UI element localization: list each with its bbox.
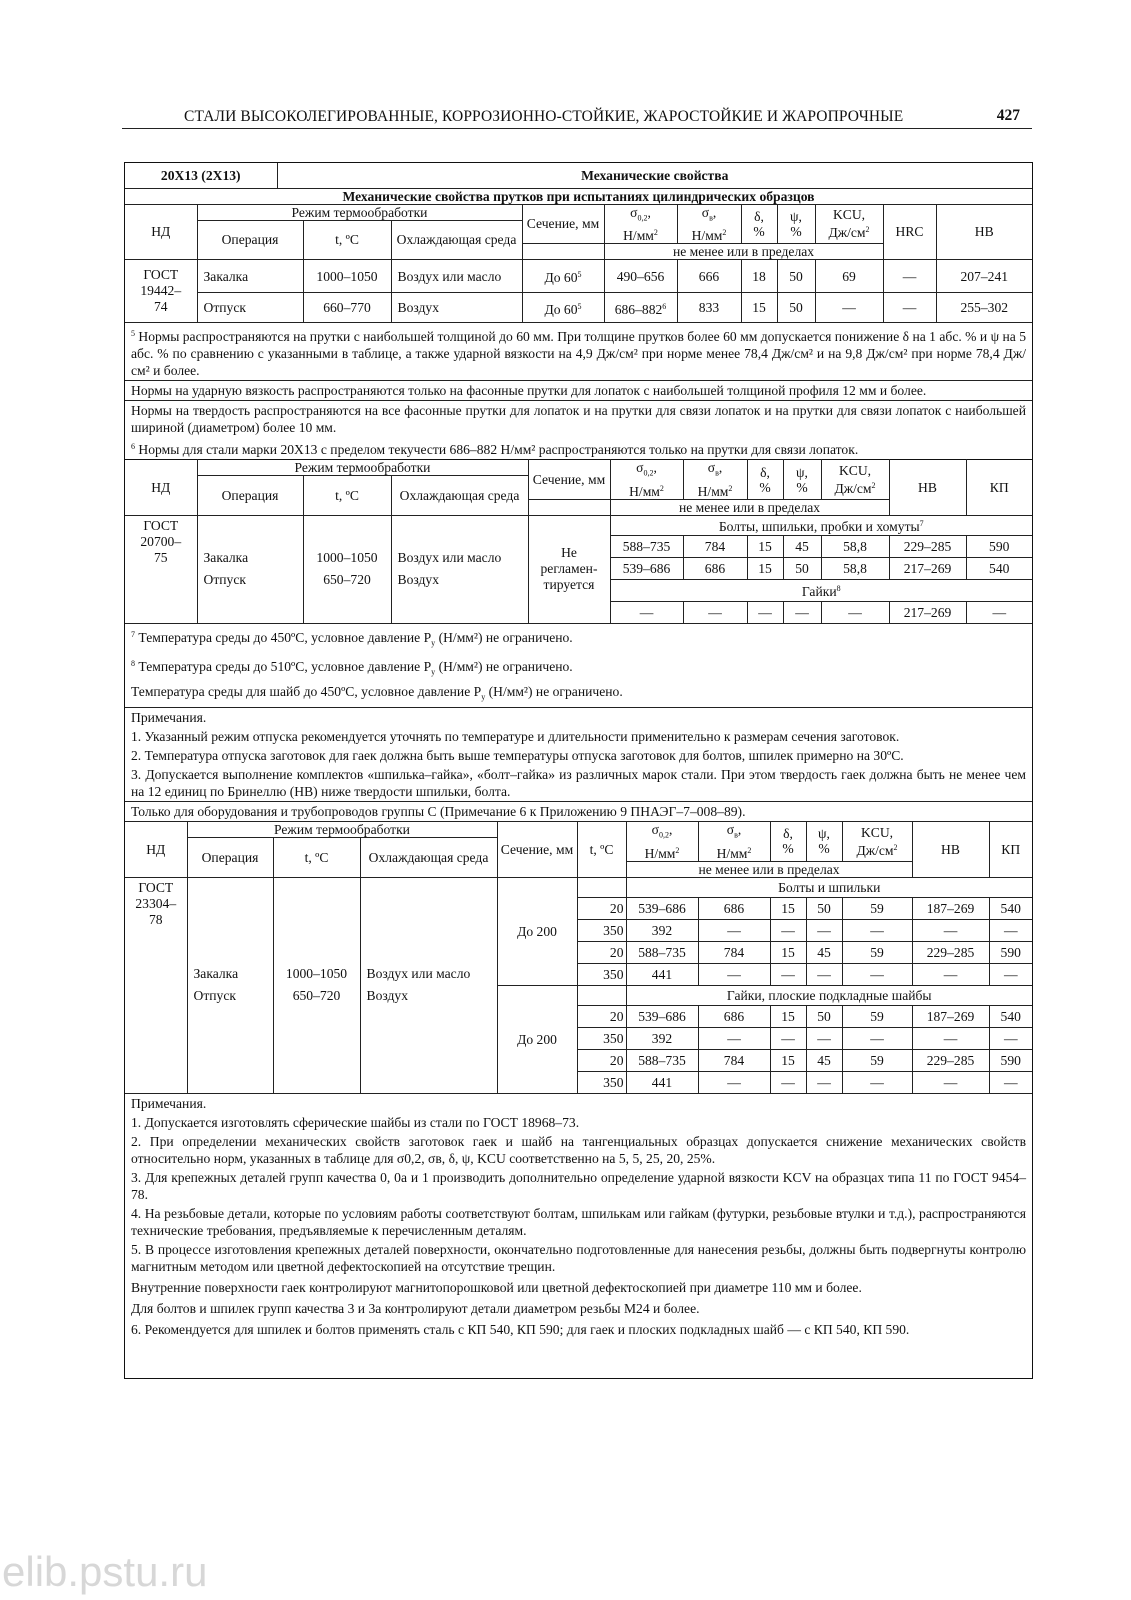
t1-hrc-1: — [883,293,936,323]
col-kcu: KCU, $Дж/см^2$ [815,204,883,244]
nd-gost-20700: ГОСТ 20700– 75 [125,515,197,623]
t3-b-tc-2: 20 [577,1049,626,1071]
t3-kcu-0: 59 [842,897,912,919]
t3-psi-1: — [806,919,842,941]
t3-sv-2: 784 [698,941,770,963]
t3-b-hb-2: 229–285 [912,1049,989,1071]
section-subtitle: Механические свойства прутков при испытаниях цилиндрических образцов [125,188,1032,204]
header-rule [122,128,1032,129]
t2-kp-1: 540 [966,557,1032,579]
note-3-5: 5. В процессе изготовления крепежных деталей поверхности, окончательно подготовленные для нанесения резьбы, должны быть подвергнуты контролю магнитным методом или цветной дефектоскопией на отсутствие трещин. [131,1241,1026,1274]
t2-nut-sv: — [683,601,747,623]
t2-s02-1: 539–686 [610,557,683,579]
t1-cool-1: Воздух [391,293,522,323]
col-psi-3: ψ, % [806,822,842,862]
properties-frame [124,162,1033,1379]
t3-b-psi-1: — [806,1027,842,1049]
t3-cool: Воздух или масло Воздух [360,877,497,1093]
t2-group-bolts: Болты, шпильки, пробки и хомуты$^7$ [610,515,1032,535]
t1-psi-0: 50 [777,260,815,293]
col-temp-2: t, ºC [303,476,391,516]
t1-sv-0: 666 [677,260,741,293]
t3-b-kp-1: — [989,1027,1032,1049]
t2-d-1: 15 [747,557,783,579]
note-3-3: 3. Для крепежных деталей групп качества 0, 0а и 1 производить дополнительно определение ударной вязкости KCV на образцах типа 11 по ГОСТ 9454–78. [131,1169,1026,1202]
col-delta: δ, % [741,204,777,244]
col-kp-2: КП [966,460,1032,516]
t3-d-0: 15 [770,897,806,919]
t2-sv-0: 784 [683,535,747,557]
min-label: не менее или в пределах [604,244,883,260]
t3-tc-0: 20 [577,897,626,919]
note-3-1: 1. Допускается изготовлять сферические шайбы из стали по ГОСТ 18968–73. [131,1114,580,1130]
t3-kp-2: 590 [989,941,1032,963]
t1-hrc-0: — [883,260,936,293]
min-label-2: не менее или в пределах [610,499,889,515]
t2-s02-0: 588–735 [610,535,683,557]
col-sv-3: $\sigma_в$, $Н/мм^2$ [698,822,770,862]
t3-kcu-3: — [842,963,912,985]
footnote-7: $^7$ Температура среды до 450ºС, условное давление $Р_у$ (Н/мм²) не ограничено. [131,629,573,648]
t3-sv-0: 686 [698,897,770,919]
table-gost-23304 [125,821,1032,1094]
col-regime-2: Режим термообработки [197,460,528,476]
col-psi: ψ, % [777,204,815,244]
col-hb: НВ [936,204,1032,260]
running-title: СТАЛИ ВЫСОКОЛЕГИРОВАННЫЕ, КОРРОЗИОННО-СТОЙКИЕ, ЖАРОСТОЙКИЕ И ЖАРОПРОЧНЫЕ [184,108,904,125]
t1-sec-1: До $60^5$ [522,293,604,323]
t3-op: Закалка Отпуск [187,877,273,1093]
t3-b-sv-2: 784 [698,1049,770,1071]
t2-kcu-0: 58,8 [821,535,889,557]
t2-psi-1: 50 [783,557,821,579]
t1-cool-0: Воздух или масло [391,260,522,293]
col-sv-2: $\sigma_в$, $Н/мм^2$ [683,460,747,500]
t3-b-kcu-3: — [842,1071,912,1093]
note-group-c: Только для оборудования и трубопроводов группы С (Примечание 6 к Приложению 9 ПНАЭГ–7–008–89). [125,801,1032,821]
t3-tc-1: 350 [577,919,626,941]
t3-b-psi-3: — [806,1071,842,1093]
col-psi-2: ψ, % [783,460,821,500]
page-number: 427 [996,107,1020,124]
t3-kp-3: — [989,963,1032,985]
t3-b-hb-0: 187–269 [912,1005,989,1027]
t2-kp-0: 590 [966,535,1032,557]
note-3-6: Внутренние поверхности гаек контролируют магнитопорошковой или цветной дефектоскопией при диаметре 110 мм и более. [131,1279,862,1295]
t3-b-tc-3: 350 [577,1071,626,1093]
running-header [122,106,1032,128]
t3-s02-1: 392 [626,919,698,941]
notes-title-2: Примечания. [125,707,1032,727]
t2-d-0: 15 [747,535,783,557]
note-impact: Нормы на ударную вязкость распространяются только на фасонные прутки для лопаток с наибольшей толщиной профиля 12 мм и более. [125,380,1032,400]
notes-title-3: Примечания. [131,1095,207,1111]
t3-d-1: — [770,919,806,941]
t2-group-nuts: Гайки$^8$ [610,579,1032,601]
t3-b-d-2: 15 [770,1049,806,1071]
t2-nut-psi: — [783,601,821,623]
col-kcu-2: KCU, $Дж/см^2$ [821,460,889,500]
t3-psi-2: 45 [806,941,842,963]
t2-nut-kp: — [966,601,1032,623]
t3-b-hb-3: — [912,1071,989,1093]
col-cool: Охлаждающая среда [391,220,522,260]
table-gost-19442 [125,204,1032,324]
col-section-3: Сечение, мм [497,822,577,878]
col-tc-3: t, ºC [577,822,626,878]
t3-b-s02-3: 441 [626,1071,698,1093]
t3-b-kp-3: — [989,1071,1032,1093]
note-hardness: Нормы на твердость распространяются на все фасонные прутки для лопаток и на прутки для связи лопаток и на прутки для связи лопаток с наибольшей шириной (диаметром) более 10 мм. [125,400,1032,437]
col-section-2: Сечение, мм [528,460,610,500]
t3-sv-1: — [698,919,770,941]
title-table [125,163,1032,205]
t1-hb-0: 207–241 [936,260,1032,293]
t3-b-sv-0: 686 [698,1005,770,1027]
note-2-2: 2. Температура отпуска заготовок для гаек должна быть выше температуры отпуска заготовок для болтов, шпилек примерно на 30ºС. [131,748,904,764]
t3-b-kcu-2: 59 [842,1049,912,1071]
t3-b-sv-1: — [698,1027,770,1049]
t1-t-1: 660–770 [303,293,391,323]
note-3-7: Для болтов и шпилек групп качества 3 и 3а контролируют детали диаметром резьбы М24 и более. [131,1300,700,1316]
nd-gost-23304: ГОСТ 23304– 78 [125,877,187,1093]
t3-b-kp-0: 540 [989,1005,1032,1027]
t2-nut-s02: — [610,601,683,623]
t1-d-1: 15 [741,293,777,323]
section-title: Механические свойства [277,163,1032,188]
table-gost-20700 [125,459,1032,624]
note-2-1: 1. Указанный режим отпуска рекомендуется уточнять по температуре и длительности применительно к размерам сечения заготовок. [131,729,900,745]
t2-sv-1: 686 [683,557,747,579]
t3-hb-0: 187–269 [912,897,989,919]
t1-op-1: Отпуск [197,293,303,323]
t3-group-nuts: Гайки, плоские подкладные шайбы [626,985,1032,1005]
t3-b-psi-0: 50 [806,1005,842,1027]
note-3-2: 2. При определении механических свойств заготовок гаек и шайб на тангенциальных образцах допускается снижение механических свойств относительно норм, указанных в таблице для σ0,2, σв, δ, ψ, KCU соответственно на 5, 5, 25, 20, 25%. [131,1133,1026,1166]
t3-b-kcu-0: 59 [842,1005,912,1027]
t3-kcu-1: — [842,919,912,941]
footnote-8: $^8$ Температура среды до 510ºС, условное давление $Р_у$ (Н/мм²) не ограничено. [131,658,573,677]
t2-hb-0: 229–285 [889,535,966,557]
t1-d-0: 18 [741,260,777,293]
t3-hb-1: — [912,919,989,941]
col-temp-3: t, ºC [273,838,360,878]
t2-cool: Воздух или масло Воздух [391,515,528,623]
t3-tc-blank-a [577,877,626,897]
t3-hb-2: 229–285 [912,941,989,963]
t3-d-2: 15 [770,941,806,963]
t3-s02-2: 588–735 [626,941,698,963]
t2-nut-hb: 217–269 [889,601,966,623]
steel-grade: 20Х13 (2Х13) [125,163,277,188]
t3-sv-3: — [698,963,770,985]
t1-kcu-0: 69 [815,260,883,293]
t1-t-0: 1000–1050 [303,260,391,293]
t3-psi-3: — [806,963,842,985]
t3-b-hb-1: — [912,1027,989,1049]
t3-b-d-0: 15 [770,1005,806,1027]
note-3-4: 4. На резьбовые детали, которые по условиям работы соответствуют болтам, шпилькам или гайкам (футурки, резьбовые втулки и т.д.), распространяются технические требования, предъявляемые к перечисленным деталям. [131,1205,1026,1238]
note-washers: Температура среды для шайб до 450ºС, условное давление $Р_у$ (Н/мм²) не ограничено. [131,684,623,703]
col-s02-2: $\sigma_{0,2}$, $Н/мм^2$ [610,460,683,500]
note-2-3: 3. Допускается выполнение комплектов «шпилька–гайка», «болт–гайка» из различных марок стали. При этом твердость гаек должна быть не менее чем на 12 единиц по Бринеллю (НВ) ниже твердости шпильки, болта. [131,767,1026,800]
t3-b-psi-2: 45 [806,1049,842,1071]
t2-hb-1: 217–269 [889,557,966,579]
footnote-6: $^6$ Нормы для стали марки 20Х13 с пределом текучести 686–882 Н/мм² распространяются только на прутки для связи лопаток. [131,442,859,458]
t3-hb-3: — [912,963,989,985]
t3-tc-3: 350 [577,963,626,985]
col-regime-3: Режим термообработки [187,822,497,838]
col-temp: t, ºC [303,220,391,260]
t3-b-kp-2: 590 [989,1049,1032,1071]
t3-sec-b: До 200 [497,985,577,1093]
t2-op: Закалка Отпуск [197,515,303,623]
t1-s02-1: $686-882^6$ [604,293,677,323]
col-hb-2: НВ [889,460,966,516]
t3-tc-2: 20 [577,941,626,963]
t3-kcu-2: 59 [842,941,912,963]
col-regime: Режим термообработки [197,204,522,220]
col-nd: НД [125,204,197,260]
col-cool-3: Охлаждающая среда [360,838,497,878]
t1-kcu-1: — [815,293,883,323]
t1-psi-1: 50 [777,293,815,323]
footnote-5: $^5$ Нормы распространяются на прутки с наибольшей толщиной до 60 мм. При толщине прутков более 60 мм допускается понижение δ на 1 абс. % и ψ на 5 абс. % по сравнению с указанными в таблице, а также ударной вязкости на 4,9 Дж/см² при норме менее 78,4 Дж/см² и на 9,8 Дж/см² при норме 78,4 Дж/см² и более. [131,329,1026,379]
t2-nut-d: — [747,601,783,623]
col-kp-3: КП [989,822,1032,878]
col-delta-2: δ, % [747,460,783,500]
col-operation-3: Операция [187,838,273,878]
t3-s02-3: 441 [626,963,698,985]
t3-sec-a: До 200 [497,877,577,985]
t2-sec: Не регламен- тируется [528,515,610,623]
t3-s02-0: 539–686 [626,897,698,919]
col-hb-3: НВ [912,822,989,878]
col-nd-2: НД [125,460,197,516]
t1-sec-0: До $60^5$ [522,260,604,293]
t3-group-bolts: Болты и шпильки [626,877,1032,897]
col-hrc: HRC [883,204,936,260]
t3-b-s02-1: 392 [626,1027,698,1049]
t3-t: 1000–1050 650–720 [273,877,360,1093]
t3-psi-0: 50 [806,897,842,919]
t1-op-0: Закалка [197,260,303,293]
t3-b-d-3: — [770,1071,806,1093]
t3-b-s02-0: 539–686 [626,1005,698,1027]
col-kcu-3: KCU, $Дж/см^2$ [842,822,912,862]
t3-tc-blank-b [577,985,626,1005]
t1-s02-0: 490–656 [604,260,677,293]
t2-nut-kcu: — [821,601,889,623]
col-s02-3: $\sigma_{0,2}$, $Н/мм^2$ [626,822,698,862]
note-3-8: 6. Рекомендуется для шпилек и болтов применять сталь с КП 540, КП 590; для гаек и плоских подкладных шайб — с КП 540, КП 590. [131,1321,910,1337]
t3-b-tc-0: 20 [577,1005,626,1027]
col-delta-3: δ, % [770,822,806,862]
t2-kcu-1: 58,8 [821,557,889,579]
t2-t: 1000–1050 650–720 [303,515,391,623]
blank-cell-2 [528,499,610,515]
blank-cell [522,244,604,260]
col-operation-2: Операция [197,476,303,516]
t3-d-3: — [770,963,806,985]
t3-b-s02-2: 588–735 [626,1049,698,1071]
col-cool-2: Охлаждающая среда [391,476,528,516]
min-label-3: не менее или в пределах [626,861,912,877]
t3-b-tc-1: 350 [577,1027,626,1049]
t1-hb-1: 255–302 [936,293,1032,323]
t3-b-kcu-1: — [842,1027,912,1049]
t1-sv-1: 833 [677,293,741,323]
col-section: Сечение, мм [522,204,604,244]
t3-b-d-1: — [770,1027,806,1049]
col-nd-3: НД [125,822,187,878]
t3-kp-0: 540 [989,897,1032,919]
col-operation: Операция [197,220,303,260]
t2-psi-0: 45 [783,535,821,557]
col-sv: $\sigma_в$, $Н/мм^2$ [677,204,741,244]
t3-b-sv-3: — [698,1071,770,1093]
nd-gost-19442: ГОСТ 19442– 74 [125,260,197,323]
col-s02: $\sigma_{0,2}$, $Н/мм^2$ [604,204,677,244]
t3-kp-1: — [989,919,1032,941]
watermark: elib.pstu.ru [2,1548,208,1595]
